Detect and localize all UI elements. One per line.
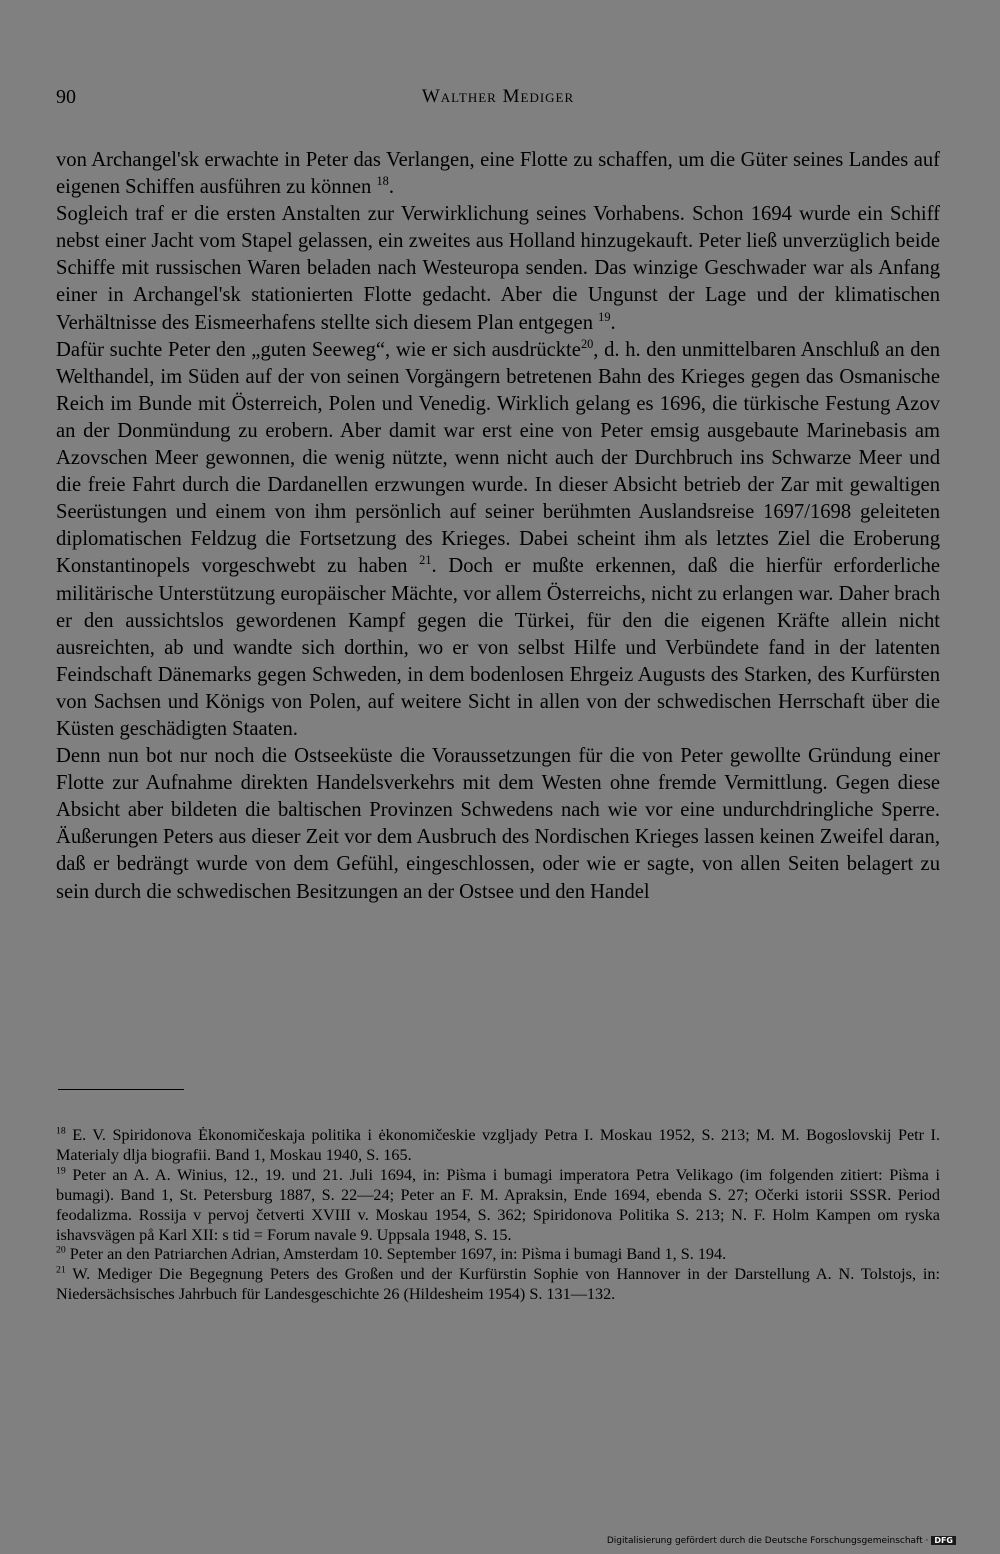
footnote-number: 21	[56, 1264, 66, 1276]
footnote-number: 19	[56, 1165, 66, 1177]
footnote-separator	[58, 1089, 184, 1090]
page-header	[56, 86, 940, 116]
body-text	[56, 147, 940, 906]
footnotes	[56, 1126, 940, 1305]
paragraph: von Archangel'sk erwachte in Peter das Verlangen, eine Flotte zu schaffen, um die Güter seines Landes auf eigenen Schiffen ausführen zu können $^{18}$.	[56, 149, 940, 199]
page-number: 90	[56, 86, 76, 108]
paragraph: Dafür suchte Peter den „guten Seeweg“, wie er sich ausdrückte$^{20}$, d. h. den unmittelbaren Anschluß an den Welthandel, im Süden auf der von seinen Vorgängern betretenen Bahn des Krieges gegen das Osmanische Reich im Bunde mit Österreich, Polen und Venedig. Wirklich gelang es 1696, die türkische Festung Azov an der Donmündung zu erobern. Aber damit war erst eine von Peter emsig ausgebaute Marinebasis am Azovschen Meer gewonnen, die wenig nützte, wenn nicht auch der Durchbruch ins Schwarze Meer und die freie Fahrt durch die Dardanellen erzwungen wurde. In dieser Absicht betrieb der Zar mit gewaltigen Seerüstungen und einem von ihm persönlich auf seiner berühmten Auslandsreise 1697/1698 geleiteten diplomatischen Feldzug die Fortsetzung des Krieges. Dabei scheint ihm als letztes Ziel die Eroberung Konstantinopels vorgeschwebt zu haben $^{21}$. Doch er mußte erkennen, daß die hierfür erforderliche militärische Unterstützung europäischer Mächte, vor allem Österreichs, nicht zu erlangen war. Daher brach er den aussichtslos gewordenen Kampf gegen die Türkei, für den die eigenen Kräfte allein nicht ausreichten, ab und wandte sich dorthin, wo er von selbst Hilfe und Verbündete fand in der latenten Feindschaft Dänemarks gegen Schweden, in dem bodenlosen Ehrgeiz Augusts des Starken, des Kurfürsten von Sachsen und Königs von Polen, auf weitere Sicht in allen von der schwedischen Herrschaft über die Küsten geschädigten Staaten.	[56, 336, 941, 740]
digitization-credit: Digitalisierung gefördert durch die Deutsche Forschungsgemeinschaft · DFG	[607, 1536, 956, 1550]
footnote-number: 18	[56, 1125, 66, 1137]
paragraph: Sogleich traf er die ersten Anstalten zur Verwirklichung seines Vorhabens. Schon 1694 wurde ein Schiff nebst einer Jacht vom Stapel gelassen, ein zweites aus Holland hinzugekauft. Peter ließ unverzüglich beide Schiffe mit russischen Waren beladen nach Westeuropa senden. Das winzige Geschwader war als Anfang einer in Archangel'sk stationierten Flotte gedacht. Aber die Ungunst der Lage und der klimatischen Verhältnisse des Eismeerhafens stellte sich diesem Plan entgegen $^{19}$.	[56, 203, 940, 334]
footnote-ref[interactable]: 21	[419, 553, 432, 568]
footnote: $^{19}$ Peter an A. A. Winius, 12., 19. und 21. Juli 1694, in: Pis̀ma i bumagi imperatora Petra Velikago (im folgenden zitiert: Pis̀ma i bumagi). Band 1, St. Petersburg 1887, S. 22—24; Peter an F. M. Apraksin, Ende 1694, ebenda S. 27; Očerki istorii SSSR. Period feodalizma. Rossija v pervoj četverti XVIII v. Moskau 1954, S. 362; Spiridonova Politika S. 213; N. F. Holm Kampen om ryska ishavsvägen på Karl XII: s tid = Forum navale 9. Uppsala 1948, S. 15.	[56, 1165, 941, 1244]
footnote-ref[interactable]: 19	[598, 309, 611, 324]
footnote-number: 20	[56, 1245, 66, 1257]
footnote-ref[interactable]: 18	[376, 174, 389, 189]
footnote: $^{20}$ Peter an den Patriarchen Adrian, Amsterdam 10. September 1697, in: Pis̀ma i bumagi Band 1, S. 194.	[56, 1245, 727, 1264]
footnote-ref[interactable]: 20	[580, 336, 594, 351]
footnote: $^{18}$ E. V. Spiridonova Ėkonomičeskaja politika i ėkonomičeskie vzgljady Petra I. Moskau 1952, S. 213; M. M. Bogoslovskij Petr I. Materialy dlja biografii. Band 1, Moskau 1940, S. 165.	[56, 1125, 940, 1164]
dfg-logo: DFG	[931, 1536, 956, 1545]
running-head: Walther Mediger	[421, 86, 575, 107]
paragraph: Denn nun bot nur noch die Ostseeküste die Voraussetzungen für die von Peter gewollte Gründung einer Flotte zur Aufnahme direkten Handelsverkehrs mit dem Westen ohne fremde Vermittlung. Gegen diese Absicht aber bildeten die baltischen Provinzen Schwedens nach wie vor eine undurchdringliche Sperre. Äußerungen Peters aus dieser Zeit vor dem Ausbruch des Nordischen Krieges lassen keinen Zweifel daran, daß er bedrängt wurde von dem Gefühl, eingeschlossen, oder wie er sagte, von allen Seiten belagert zu sein durch die schwedischen Besitzungen an der Ostsee und den Handel	[56, 745, 940, 903]
footnote: $^{21}$ W. Mediger Die Begegnung Peters des Großen und der Kurfürstin Sophie von Hannover in der Darstellung A. N. Tolstojs, in: Niedersächsisches Jahrbuch für Landesgeschichte 26 (Hildesheim 1954) S. 131—132.	[56, 1264, 940, 1304]
